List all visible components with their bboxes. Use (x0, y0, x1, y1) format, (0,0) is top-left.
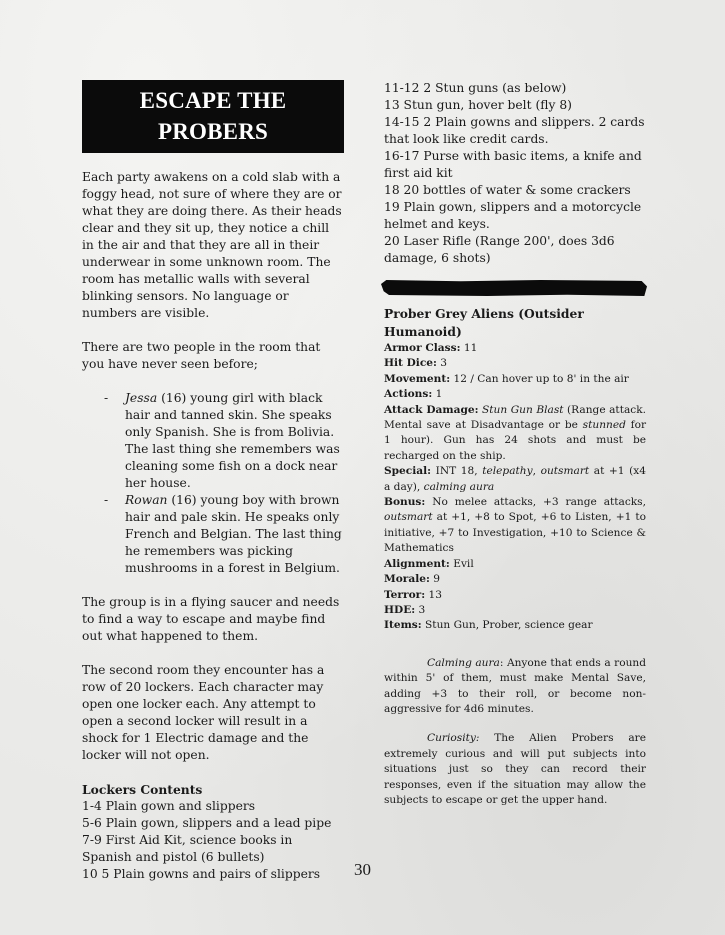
page-number: 30 (354, 860, 371, 879)
locker-entry: 14-15 2 Plain gowns and slippers. 2 cards that look like credit cards. (384, 115, 645, 146)
stat-alignment (384, 557, 646, 572)
stat-actions (384, 387, 646, 402)
stat-value: INT 18, (431, 465, 483, 478)
list-item (82, 390, 344, 492)
character-name: Jessa (125, 391, 158, 405)
stat-value: 3 (436, 357, 448, 370)
stat-value: 3 (415, 603, 426, 616)
stat-value: at +1, +8 to Spot, +6 to Listen, +1 to initiative, +7 to Investigation, +10 to Science & Mathematics (384, 511, 646, 555)
character-name: Rowan (125, 493, 168, 507)
list-dash: - (104, 493, 109, 507)
locker-entry: 5-6 Plain gown, slippers and a lead pipe (82, 816, 332, 830)
locker-entry: 1-4 Plain gown and slippers (82, 799, 256, 813)
separator: , (532, 465, 541, 478)
locker-entry: 19 Plain gown, slippers and a motorcycle helmet and keys. (384, 200, 642, 231)
ability-outsmart: outsmart (540, 465, 590, 478)
locker-entry: 10 5 Plain gowns and pairs of slippers (82, 867, 321, 881)
stat-label: Actions: (384, 388, 433, 401)
attack-name: Stun Gun Blast (482, 403, 564, 416)
stat-label: Alignment: (384, 557, 450, 570)
stat-special (384, 464, 646, 495)
stat-label: Terror: (384, 588, 426, 601)
lockers-paragraph: The second room they encounter has a row of 20 lockers. Each character may open one locker each. Any attempt to open a second locker will result in a shock for 1 Electric damage and the locker will not open. (82, 663, 325, 762)
right-column (384, 80, 646, 808)
character-desc: (16) young girl with black hair and tanned skin. She speaks only Spanish. She is from Bolivia. The last thing she remembers was cleaning some fish on a dock near her house. (125, 391, 340, 490)
locker-entry: 11-12 2 Stun guns (as below) (384, 81, 567, 95)
people-list (82, 390, 344, 577)
people-intro: There are two people in the room that you have never seen before; (82, 340, 321, 371)
stat-block (384, 341, 646, 634)
stat-value: 9 (429, 573, 441, 586)
stat-value: 11 (460, 342, 478, 354)
saucer-paragraph: The group is in a flying saucer and needs to find a way to escape and maybe find out what happened to them. (82, 595, 340, 643)
stat-terror (384, 588, 646, 603)
calming-aura-note (384, 656, 646, 718)
stat-hde (384, 603, 646, 618)
stat-label: Special: (384, 465, 432, 478)
note-text: : Anyone that ends a round within 5' of them, must make Mental Save, adding +3 to their roll, or become non-aggressive for 4d6 minutes. (384, 656, 647, 715)
stat-attack (384, 403, 646, 465)
body-text (82, 169, 344, 883)
stat-hit-dice (384, 356, 646, 371)
locker-entry: 13 Stun gun, hover belt (fly 8) (384, 98, 572, 112)
locker-entry: 7-9 First Aid Kit, science books in Spanish and pistol (6 bullets) (82, 833, 293, 864)
stat-label: Items: (384, 619, 422, 632)
stat-label: Armor Class: (384, 342, 461, 354)
note-text: The Alien Probers are extremely curious and will put subjects into situations just so they can record their responses, even if the situation may allow the subjects to escape or get the upper hand. (384, 732, 646, 806)
ability-outsmart: outsmart (384, 511, 433, 524)
stat-label: Movement: (384, 372, 451, 385)
locker-list-continued (384, 80, 646, 267)
stat-label: Morale: (384, 573, 430, 586)
stat-bonus (384, 495, 646, 557)
stat-value: Stun Gun, Prober, science gear (421, 619, 593, 632)
locker-entry: 16-17 Purse with basic items, a knife and first aid kit (384, 149, 642, 180)
left-column (82, 80, 344, 883)
stat-label: Hit Dice: (384, 357, 437, 370)
list-item (82, 492, 344, 577)
page-title: ESCAPE THE PROBERS (82, 80, 344, 153)
section-divider (381, 280, 647, 296)
stat-value: for 1 hour). Gun has 24 shots and must be recharged on the ship. (384, 419, 647, 462)
monster-name: Prober Grey Aliens (Outsider Humanoid) (384, 306, 584, 339)
stat-value: No melee attacks, +3 range attacks, (425, 496, 646, 509)
stat-armor (384, 341, 646, 356)
stat-label: Attack Damage: (384, 403, 479, 416)
character-desc: (16) young boy with brown hair and pale skin. He speaks only French and Belgian. The last thing he remembers was picking mushrooms in a forest in Belgium. (125, 493, 342, 575)
list-dash: - (104, 391, 109, 405)
ability-calming-aura: calming aura (423, 480, 495, 493)
stat-value: 1 (432, 388, 443, 401)
stat-movement (384, 372, 646, 387)
stat-value: 12 / Can hover up to 8' in the air (450, 372, 629, 385)
stat-morale (384, 572, 646, 587)
note-lead: Curiosity: (427, 732, 480, 745)
stat-value: at +1 (x4 a day), (384, 465, 646, 493)
stat-value: (Range attack. Mental save at Disadvantage or be (384, 403, 646, 432)
curiosity-note (384, 731, 646, 808)
ability-telepathy: telepathy (482, 465, 533, 478)
condition-stunned: stunned (582, 419, 626, 432)
lockers-heading: Lockers Contents (82, 782, 203, 797)
intro-paragraph: Each party awakens on a cold slab with a foggy head, not sure of where they are or what they are doing there. As their heads clear and they sit up, they notice a chill in the air and that they are all in their underwear in some unknown room. The room has metallic walls with several blinking sensors. No language or numbers are visible. (82, 170, 342, 320)
stat-value: 13 (425, 588, 442, 601)
stat-label: Bonus: (384, 496, 426, 509)
locker-entry: 18 20 bottles of water & some crackers (384, 183, 631, 197)
stat-value: Evil (449, 557, 474, 570)
stat-label: HDE: (384, 603, 416, 616)
note-lead: Calming aura (427, 656, 500, 669)
locker-entry: 20 Laser Rifle (Range 200', does 3d6 damage, 6 shots) (384, 234, 615, 265)
stat-items (384, 618, 646, 633)
